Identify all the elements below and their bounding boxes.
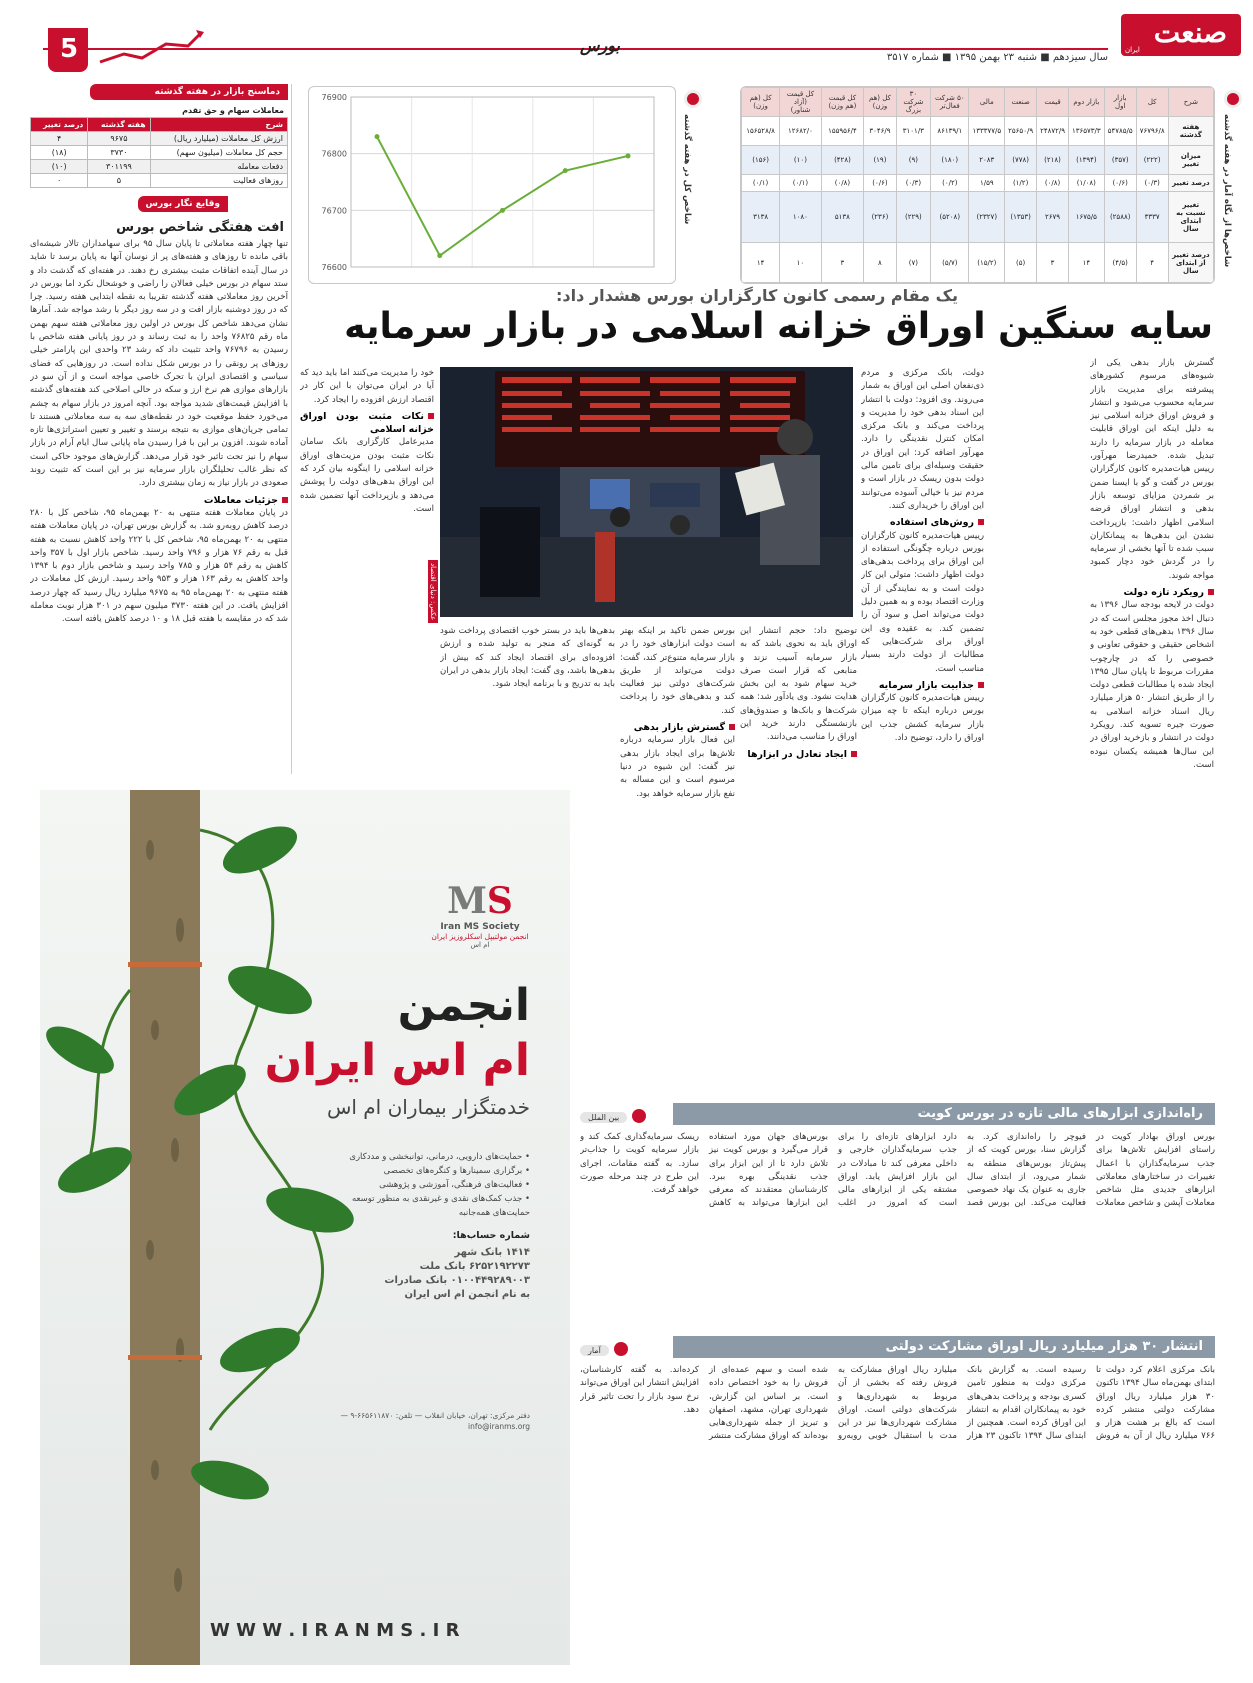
market-stats-badge-text: شاخص‌ها از نگاه آمار در هفته گذشته <box>1222 114 1232 268</box>
ad-account: ۰۱۰۰۴۴۹۲۸۹۰۰۳ بانک صادرات <box>384 1275 530 1286</box>
logo <box>1121 14 1241 56</box>
index-chart <box>309 87 675 283</box>
market-stats-cell: ۲۰۸۳ <box>969 145 1005 174</box>
market-stats-cell: ۱۵۵۹۵۶/۴ <box>821 117 864 146</box>
ad-title-1: انجمن <box>397 980 530 1031</box>
market-stats-cell: (۰/۸) <box>821 174 864 192</box>
article-paragraph: بورس ضمن تاکید بر اینکه بهتر است دولت ابزارهای خود را در بازار سرمایه متنوع‌تر کند، گفت: دولت می‌تواند از طریق شرکت‌های دولتی نیز فعالیت کند و بدهی‌های خود را پرداخت کند. <box>620 626 735 716</box>
market-stats-cell: ۱۰ <box>780 243 821 283</box>
market-stats-cell: ۱/۵۹ <box>969 174 1005 192</box>
article-subheading: جذابیت بازار سرمایه <box>861 679 984 692</box>
chart-y-tick: 76900 <box>321 93 347 102</box>
market-stats-cell: (۱۵۶) <box>742 145 780 174</box>
market-stats-col-header: ۳۰ شرکت بزرگ <box>896 88 930 117</box>
market-stats-col-header: کل (هم وزن) <box>742 88 780 117</box>
market-stats-cell: ۲۴۸۷۲/۹ <box>1037 117 1069 146</box>
market-stats-cell: ۳ <box>821 243 864 283</box>
market-stats-cell: (۱۳۵۳) <box>1005 192 1037 243</box>
page-number-text: 5 <box>60 34 79 64</box>
article-paragraph: توضیح داد: حجم انتشار این اوراق باید به نحوی باشد که به بازار سرمایه آسیب نزند و منابعی که قرار است صرف خرید سهام شود به این بخش هدایت نشود. وی یادآور شد: همه شرکت‌ها و بانک‌ها و صندوق‌های بازنشستگی دارند خرید این اوراق را مناسب می‌دانند. <box>740 626 857 743</box>
market-stats-row-label: میزان تغییر <box>1168 145 1213 174</box>
market-stats-col-header: کل قیمت (آزاد شناور) <box>780 88 821 117</box>
market-stats-cell: (۴/۵) <box>1104 243 1136 283</box>
market-stats-cell: ۵۴۷۸۵/۵ <box>1104 117 1136 146</box>
thermometer-cell: دفعات معامله <box>150 160 287 174</box>
news-kuwait-tag-wrap <box>580 1105 646 1124</box>
market-stats-cell: (۱۵/۲) <box>969 243 1005 283</box>
market-stats-cell: (۹) <box>896 145 930 174</box>
chart-point <box>437 253 442 258</box>
thermometer-cell: ۰ <box>31 174 88 188</box>
market-stats-row <box>742 145 1214 174</box>
left-subheading: جزئیات معاملات <box>30 494 288 507</box>
index-chart-box <box>308 86 676 284</box>
market-stats-row <box>742 117 1214 146</box>
market-stats-cell: (۷) <box>896 243 930 283</box>
thermometer-cell: ارزش کل معاملات (میلیارد ریال) <box>150 132 287 146</box>
ms-society-ad[interactable] <box>40 790 570 1665</box>
article-column-2 <box>861 367 984 1089</box>
left-sidebar <box>30 84 288 776</box>
section-title: بورس <box>580 36 620 55</box>
chart-point <box>500 208 505 213</box>
market-stats-cell: ۱۴ <box>1069 243 1105 283</box>
market-stats-cell: ۳۰۴۶/۹ <box>864 117 896 146</box>
left-paragraph: در پایان معاملات هفته منتهی به ۲۰ بهمن‌ماه ۹۵، شاخص کل با ۲۸۰ درصد کاهش روبه‌رو شد. به گزارش بورس تهران، در پایان معاملات هفته منتهی به ۲۰ بهمن‌ماه ۹۵، شاخص کل با ۲۲۲ واحد کاهش نسبت به هفته قبل به رقم ۷۶ هزار و ۷۹۶ واحد رسید. شاخص بازار اول با ۳۵۷ واحد کاهش به رقم ۵۴ هزار و ۷۸۵ واحد رسید و شاخص بازار دوم با ۱۳۹۴ واحد کاهش به رقم ۱۶۳ هزار و ۹۵۳ واحد رسید. ارزش کل معاملات در هفته منتهی به ۲۰ بهمن‌ماه ۹۵ به ۹۶۷۵ میلیارد ریال رسید که چهار درصد افزایش یافت. در این هفته ۳۷۳۰ میلیون سهم در ۳۰۱ هزار نوبت معامله شد که در مقایسه با هفته قبل ۱۸ و ۱۰ درصد کاهش یافته است. <box>30 507 288 625</box>
market-stats-cell: ۵۱۳۸ <box>821 192 864 243</box>
news-kuwait-title: راه‌اندازی ابزارهای مالی تازه در بورس کویت <box>917 1106 1203 1121</box>
market-stats-cell: ۱۲۶۸۲/۰ <box>780 117 821 146</box>
market-stats-row <box>742 192 1214 243</box>
ad-bullet: • جذب کمک‌های نقدی و غیرنقدی به منظور توسعه حمایت‌های همه‌جانبه <box>351 1194 530 1218</box>
market-stats-cell: ۲۶۷۹ <box>1037 192 1069 243</box>
ms-logo-icon: MS <box>447 880 513 922</box>
market-stats-cell: (۱۹) <box>864 145 896 174</box>
article-paragraph: دولت، بانک مرکزی و مردم ذی‌نفعان اصلی این اوراق به شمار می‌روند. وی افزود: دولت با انتشار این اسناد بدهی خود را مدیریت و پرداخت می‌کند و بانک مرکزی امکان کنترل نقدینگی را دارد. مهرآور اضافه کرد: این اوراق در حقیقت وسیله‌ای برای تامین مالی دولت بدون ریسک در بازار است و مردم نیز با خیالی آسوده می‌توانند این اوراق را خریداری کنند. <box>861 368 984 511</box>
article-column-3 <box>740 625 857 1089</box>
market-stats-cell: (۲۲۲) <box>1136 145 1168 174</box>
thermometer-col-header: هفته گذشته <box>88 118 150 132</box>
record-icon <box>1224 90 1242 108</box>
market-stats-cell: (۰/۸) <box>1037 174 1069 192</box>
news-bonds <box>580 1336 1215 1666</box>
record-icon <box>632 1109 646 1123</box>
news-bonds-title: انتشار ۳۰ هزار میلیارد ریال اوراق مشارکت دولتی <box>885 1339 1203 1354</box>
market-stats-cell: ۳۱۳۸ <box>742 192 780 243</box>
thermometer-cell: ۳۷۳۰ <box>88 146 150 160</box>
news-kuwait-banner <box>673 1103 1215 1125</box>
article-column-4 <box>620 625 735 1089</box>
market-stats-col-header: کل <box>1136 88 1168 117</box>
ad-url[interactable]: W W W . I R A N M S . I R <box>210 1620 460 1641</box>
chart-series-line <box>377 137 628 256</box>
market-stats-cell: (۲۳۶) <box>864 192 896 243</box>
news-kuwait <box>580 1103 1215 1326</box>
market-stats-badge <box>1220 86 1246 284</box>
market-stats-cell: (۱۰) <box>780 145 821 174</box>
chart-point <box>563 168 568 173</box>
market-stats-cell: (۰/۱) <box>780 174 821 192</box>
market-stats-cell: ۷۶۷۹۶/۸ <box>1136 117 1168 146</box>
article-kicker: یک مقام رسمی کانون کارگزاران بورس هشدار داد: <box>556 286 958 305</box>
ad-logo-sub: ام اس <box>470 941 490 949</box>
article-subheading: روش‌های استفاده <box>861 516 984 529</box>
article-photo <box>440 367 853 617</box>
market-stats-cell: (۰/۶) <box>864 174 896 192</box>
market-stats-cell: ۱۳۶۵۷۳/۳ <box>1069 117 1105 146</box>
market-thermometer-table <box>30 117 288 188</box>
news-bonds-body: بانک مرکزی اعلام کرد دولت تا ابتدای بهمن‌ماه سال ۱۳۹۴ تاکنون ۳۰ هزار میلیارد ریال اوراق مشارکت دولتی منتشر کرده است که بالغ بر هشت هزار و ۷۶۶ میلیارد ریال از آن به فروش رسیده است. به گزارش بانک مرکزی دولت به منظور تامین کسری بودجه و پرداخت بدهی‌های خود به پیمانکاران اقدام به انتشار این اوراق کرده است. همچنین از ابتدای سال ۱۳۹۴ تاکنون ۲۳ هزار میلیارد ریال اوراق مشارکت به فروش رفته که بخشی از آن مربوط به شهرداری‌ها و شرکت‌های دولتی است. اوراق مشارکت شهرداری‌ها نیز در این مدت با استقبال خوبی روبه‌رو شده است و سهم عمده‌ای از فروش را به خود اختصاص داده است. بر اساس این گزارش، شهرداری تهران، مشهد، اصفهان و تبریز از جمله شهرداری‌هایی بوده‌اند که اوراق مشارکت منتشر کرده‌اند. به گفته کارشناسان، افزایش انتشار این اوراق می‌تواند نرخ سود بازار را تحت تاثیر قرار دهد. <box>580 1365 1215 1442</box>
chart-y-tick: 76800 <box>321 149 347 159</box>
ad-logo <box>420 880 540 949</box>
article-subheading: رویکرد تازه دولت <box>1090 586 1214 599</box>
ad-accounts <box>330 1246 530 1302</box>
thermometer-cell: (۱۰) <box>31 160 88 174</box>
ad-bullet: • برگزاری سمینارها و کنگره‌های تخصصی <box>383 1166 530 1176</box>
ad-account: ۱۴۱۴ بانک شهر <box>454 1247 530 1258</box>
market-stats-col-header: کل (هم وزن) <box>864 88 896 117</box>
market-stats-cell: (۵) <box>1005 243 1037 283</box>
ad-title-2: ام اس ایران <box>264 1035 530 1086</box>
market-stats-cell: (۷۷۸) <box>1005 145 1037 174</box>
trading-floor-photo <box>440 367 853 617</box>
ad-bullet: • فعالیت‌های فرهنگی، آموزشی و پژوهشی <box>379 1180 530 1190</box>
article-paragraph: این فعال بازار سرمایه درباره تلاش‌ها برای ایجاد بازار بدهی نیز گفت: این شیوه در دنیا مرسوم است و این مساله به نفع بازار سرمایه خواهد بود. <box>620 735 735 799</box>
news-kuwait-tag: بین الملل <box>580 1112 627 1123</box>
market-stats-cell: (۵/۷) <box>931 243 969 283</box>
market-stats-cell: (۵۲۰۸) <box>931 192 969 243</box>
thermometer-cell: ۴ <box>31 132 88 146</box>
market-stats-col-header: قیمت <box>1037 88 1069 117</box>
market-stats-cell: ۱۵۶۵۲۸/۸ <box>742 117 780 146</box>
market-stats-row-label: هفته گذشته <box>1168 117 1213 146</box>
logo-sub: ایران <box>1125 46 1140 54</box>
market-stats-cell: ۲۵۶۵۰/۹ <box>1005 117 1037 146</box>
article-subheading: نکات مثبت بودن اوراق خزانه اسلامی <box>300 410 434 436</box>
ad-bullet: • حمایت‌های دارویی، درمانی، توانبخشی و مددکاری <box>349 1152 530 1162</box>
article-paragraph: خود را مدیریت می‌کنند اما باید دید که آیا در ایران می‌توان با این کار در اقتصاد ارزش افزوده را ایجاد کرد. <box>300 368 434 405</box>
market-stats-cell: ۱۴ <box>742 243 780 283</box>
page-number <box>48 28 88 72</box>
logo-text: صنعت <box>1153 16 1227 49</box>
left-article-title: افت هفتگی شاخص بورس <box>116 220 284 235</box>
market-stats-col-header: کل قیمت (هم وزن) <box>821 88 864 117</box>
article-paragraph: دولت در لایحه بودجه سال ۱۳۹۶ به دنبال اخذ مجوز مجلس است که در سال ۱۳۹۶ بدهی‌های قطعی خود به اشخاص حقیقی و حقوقی تعاونی و خصوصی را که در چارچوب مقررات مربوط تا پایان سال ۱۳۹۵ ایجاد شده یا مطالبات قطعی دولت را از طریق انتشار ۵۰ هزار میلیارد ریال اسناد خزانه اسلامی به صورت جیره تسویه کند. رویکرد دولت در انتشار و بازخرید اوراق در این سال‌ها همیشه یکسان نبوده است. <box>1090 600 1214 770</box>
market-stats-col-header: شرح <box>1168 88 1213 117</box>
article-paragraph: مدیرعامل کارگزاری بانک سامان نکات مثبت بودن مزیت‌های اوراق خزانه اسلامی را اینگونه بیان کرد که این اوراق بدهی‌های دولت را پوشش می‌دهد و بازپرداخت آنها تضمین شده است. <box>300 437 434 514</box>
chart-point <box>375 134 380 139</box>
article-paragraph: رییس هیات‌مدیره کانون کارگزاران بورس درباره چگونگی استفاده از این اوراق برای پرداخت بدهی‌های دولت اظهار داشت: متولی این کار دولت است و به نمایندگی از آن وزارت اقتصاد بوده و به همین دلیل دولت می‌تواند اصل و سود آن را تضمین کند. به عقیده وی این اوراق برای شرکت‌هایی که مطالبات از دولت دارند بسیار مناسب است. <box>861 530 984 674</box>
market-stats-row <box>742 174 1214 192</box>
chart-y-tick: 76700 <box>321 206 347 216</box>
market-stats-row <box>742 243 1214 283</box>
ad-logo-fa: انجمن مولتیپل اسکلروزیز ایران <box>431 932 529 941</box>
thermometer-cell: ۳۰۱۱۹۹ <box>88 160 150 174</box>
photo-credit: عکس: دنیای اقتصاد <box>428 560 438 623</box>
market-stats-cell: (۱۸۰) <box>931 145 969 174</box>
market-stats-col-header: صنعت <box>1005 88 1037 117</box>
news-bonds-tag-wrap <box>580 1338 628 1357</box>
thermometer-col-header: شرح <box>150 118 287 132</box>
market-stats-cell: (۰/۳) <box>1136 174 1168 192</box>
thermometer-row <box>31 174 288 188</box>
market-stats-row-label: تغییر نسبت به ابتدای سال <box>1168 192 1213 243</box>
left-divider <box>291 84 292 774</box>
ad-slogan: خدمتگزار بیماران ام اس <box>326 1095 530 1119</box>
left-paragraph: آنچه امروز در بازار سهام به چشم می‌خورد حفظ موقعیت خود در نقطه‌های سه به سه معاملاتی هستند تا تمامی جریان‌های موازی به نتیجه برسند و تغییر و تعیین استراتژی‌ها تازه آماده شوند. افزون بر این با فرا رسیدن ماه پایانی سال ایام آرام در بازار سهام را نیز تحت تاثیر خود قرار می‌دهد. گزارش‌های موجود حاکی است که نظر غالب تحلیلگران بازار سرمایه نیز بر این است که تثبیت روند صعودی در بازار نیاز به زمان بیشتری دارد. <box>30 398 288 489</box>
thermometer-row <box>31 146 288 160</box>
chart-badge <box>680 86 706 284</box>
article-subheading: ایجاد تعادل در ابزارها <box>740 748 857 761</box>
news-bonds-tag: آمار <box>580 1345 609 1356</box>
market-stats-col-header: بازار اول <box>1104 88 1136 117</box>
chart-y-tick: 76600 <box>321 263 347 272</box>
market-thermometer-title: دماسنج بازار در هفته گذشته <box>90 84 288 100</box>
thermometer-cell: روزهای فعالیت <box>150 174 287 188</box>
market-stats-cell: (۲۱۸) <box>1037 145 1069 174</box>
market-stats-cell: (۲۵۸۸) <box>1104 192 1136 243</box>
market-stats-row-label: درصد تغییر <box>1168 174 1213 192</box>
market-stats-table <box>741 87 1214 283</box>
market-thermometer-subtitle: معاملات سهام و حق تقدم <box>182 106 284 115</box>
record-icon <box>614 1342 628 1356</box>
thermometer-col-header: درصد تغییر <box>31 118 88 132</box>
chart-frame <box>351 97 654 267</box>
market-stats-cell: ۸ <box>864 243 896 283</box>
chart-point <box>626 153 631 158</box>
article-subheading: گسترش بازار بدهی <box>620 721 735 734</box>
market-stats-cell: (۲۲۹) <box>896 192 930 243</box>
thermometer-cell: ۵ <box>88 174 150 188</box>
article-paragraph: رییس هیات‌مدیره کانون کارگزاران بورس درباره اینکه تا چه میزان بازار سرمایه کشش جذب این اوراق را دارد، توضیح داد. <box>861 693 984 744</box>
market-stats-col-header: بازار دوم <box>1069 88 1105 117</box>
market-stats-cell: ۳۳۳۷ <box>1136 192 1168 243</box>
market-stats-cell: ۴ <box>1136 243 1168 283</box>
left-article-body <box>30 238 288 808</box>
market-stats-cell: ۱۳۳۳۷۷/۵ <box>969 117 1005 146</box>
chart-title: شاخص کل در هفته گذشته <box>682 114 692 225</box>
article-column-6 <box>300 367 434 777</box>
thermometer-row <box>31 160 288 174</box>
ad-account: به نام انجمن ام اس ایران <box>404 1289 530 1300</box>
market-stats-cell: ۱۶۷۵/۵ <box>1069 192 1105 243</box>
thermometer-cell: (۱۸) <box>31 146 88 160</box>
market-stats-cell: ۳۱۰۱/۳ <box>896 117 930 146</box>
ad-logo-en: Iran MS Society <box>440 922 520 932</box>
market-chronicle-title: وقایع نگار بورس <box>138 196 228 212</box>
market-stats-cell: (۳۵۷) <box>1104 145 1136 174</box>
market-stats-col-header: مالی <box>969 88 1005 117</box>
market-stats-cell: (۰/۱) <box>742 174 780 192</box>
market-stats-col-header: ۵۰ شرکت فعال‌تر <box>931 88 969 117</box>
news-bonds-banner <box>673 1336 1215 1358</box>
thermometer-cell: ۹۶۷۵ <box>88 132 150 146</box>
market-stats-header <box>742 88 1214 117</box>
market-stats-cell: (۱/۰۸) <box>1069 174 1105 192</box>
market-stats-cell: ۱۰۸۰ <box>780 192 821 243</box>
ad-account: ۶۲۵۲۱۹۲۲۷۳ بانک ملت <box>419 1261 530 1272</box>
market-stats-cell: (۰/۲) <box>931 174 969 192</box>
market-stats-cell: (۴۲۸) <box>821 145 864 174</box>
article-paragraph: گسترش بازار بدهی یکی از شیوه‌های مرسوم کشورهای پیشرفته برای مدیریت بازار سرمایه محسوب می‌شود و انتشار و فروش اوراق خزانه اسلامی نیز به دلیل اینکه این اوراق قابلیت معامله در بازار سرمایه را دارند تبدیل شده. حمید‌رضا مهرآور، رییس هیات‌مدیره کانون کارگزاران بورس در گفت و گو با ایسنا ضمن بر شمردن مزایای توسعه بازار بدهی و انتشار اوراق قرضه اسلامی اظهار داشت: بازپرداخت نشدن این بدهی‌ها به پیمانکاران سبب شده تا آنها بخشی از سرمایه را در گردش خود دچار کمبود مواجه شوند. <box>1090 358 1214 581</box>
market-stats-cell: (۱/۲) <box>1005 174 1037 192</box>
market-stats-cell: (۰/۳) <box>896 174 930 192</box>
article-headline: سایه سنگین اوراق خزانه اسلامی در بازار سرمایه <box>344 306 1213 347</box>
ad-accounts-title: شماره حساب‌ها: <box>452 1230 530 1241</box>
market-stats-cell: (۲۳۲۷) <box>969 192 1005 243</box>
left-paragraph: تنها چهار هفته معاملاتی تا پایان سال ۹۵ برای سهامداران تالار شیشه‌ای باقی مانده تا روزهای و هفته‌های پر از نوسان آنها به پایان برسد تا شاید در سال آینده اتفاقات مثبت بیشتری رخ دهند. در هفته‌ای که گذشت داد و ستد سهام در بورس خیلی فعالان را راضی و خوشحال نکرد اما بورس در آخرین روز معاملاتی هفته گذشته تقریبا به نقطه ابتدایی هفته رسید. چرا که در روز دوشنبه بازار افت و در سه روز دیگر با رشد مواجه شد. آمارها نشان می‌دهد شاخص کل بورس در اولین روز معاملاتی هفته سهم بهمن ماه رقم ۷۶۸۲۵ واحد را به ثبت رساند و در روز پایانی هفته شاخص با رسیدن به ۷۶۷۹۶ واحد تثبیت داد که رشد ۲۳ واحدی این پارامتر خیلی روزهای پر رونقی را در بورس شکل نداده است. در روزهایی که فضای سیاسی و اقتصادی ایران با تحرک خاصی مواجه است و از آن سو در بازارهای موازی هم نرخ ارز و سکه در حالی اصلاحی کند هفته‌های گذشته با افزایش قیمت‌های شدید مواجه بود. <box>30 239 288 409</box>
market-stats-cell: ۸۶۱۳۹/۱ <box>931 117 969 146</box>
market-stats-box <box>740 86 1215 284</box>
arrow-graph-icon <box>96 28 206 68</box>
market-stats-cell: (۰/۶) <box>1104 174 1136 192</box>
article-paragraph: بدهی‌ها باید در بستر خوب اقتصادی پرداخت شود به گونه‌ای که منجر به تولید شده و ارزش افزوده‌ای برای اقتصاد ایجاد کند که بیش از بدهی‌ها باشد، وی گفت: ایجاد بازار بدهی در ایران باید به تدریج و با برنامه ایجاد شود. <box>440 626 615 690</box>
issue-info: سال سیزدهم ■ شنبه ۲۳ بهمن ۱۳۹۵ ■ شماره ۳۵۱۷ <box>886 52 1108 63</box>
masthead <box>0 0 1253 76</box>
market-stats-cell: ۳ <box>1037 243 1069 283</box>
article-column-1 <box>1090 357 1214 1089</box>
news-kuwait-body: بورس اوراق بهادار کویت در راستای افزایش تلاش‌ها برای جذب سرمایه‌گذاران با اعمال تغییرات در ساختارهای معاملاتی ابزارهای جدیدی مثل شاخص معاملات آپشن و شاخص معاملات فیوچر را راه‌اندازی کرد. به گزارش سنا، بورس کویت که از پیش‌تاز بورس‌های منطقه به شمار می‌رود، از ابتدای سال جاری به عنوان یک نهاد خصوصی فعالیت می‌کند. این بورس قصد دارد ابزارهای تازه‌ای را برای جذب سرمایه‌گذاران خارجی و داخلی معرفی کند تا مبادلات در این بازار افزایش یابد. اوراق مشتقه یکی از ابزارهای مالی است که امروز در اغلب بورس‌های جهان مورد استفاده قرار می‌گیرد و بورس کویت نیز تلاش دارد تا از این ابزار برای جذب نقدینگی بهره ببرد. کارشناسان معتقدند که معرفی این ابزارها می‌تواند به کاهش ریسک سرمایه‌گذاری کمک کند و بازار سرمایه کویت را جذاب‌تر سازد. به گفته مقامات، اجرای این طرح در چند مرحله صورت خواهد گرفت. <box>580 1132 1215 1209</box>
ad-contact: دفتر مرکزی: تهران، خیابان انقلاب — تلفن: ۶۶۵۶۱۱۸۷۰-۹ — info@iranms.org <box>340 1411 530 1431</box>
thermometer-cell: حجم کل معاملات (میلیون سهم) <box>150 146 287 160</box>
record-icon <box>684 90 702 108</box>
ad-bullets <box>330 1150 530 1220</box>
market-stats-row-label: درصد تغییر از ابتدای سال <box>1168 243 1213 283</box>
market-stats-cell: (۱۳۹۴) <box>1069 145 1105 174</box>
thermometer-row <box>31 132 288 146</box>
